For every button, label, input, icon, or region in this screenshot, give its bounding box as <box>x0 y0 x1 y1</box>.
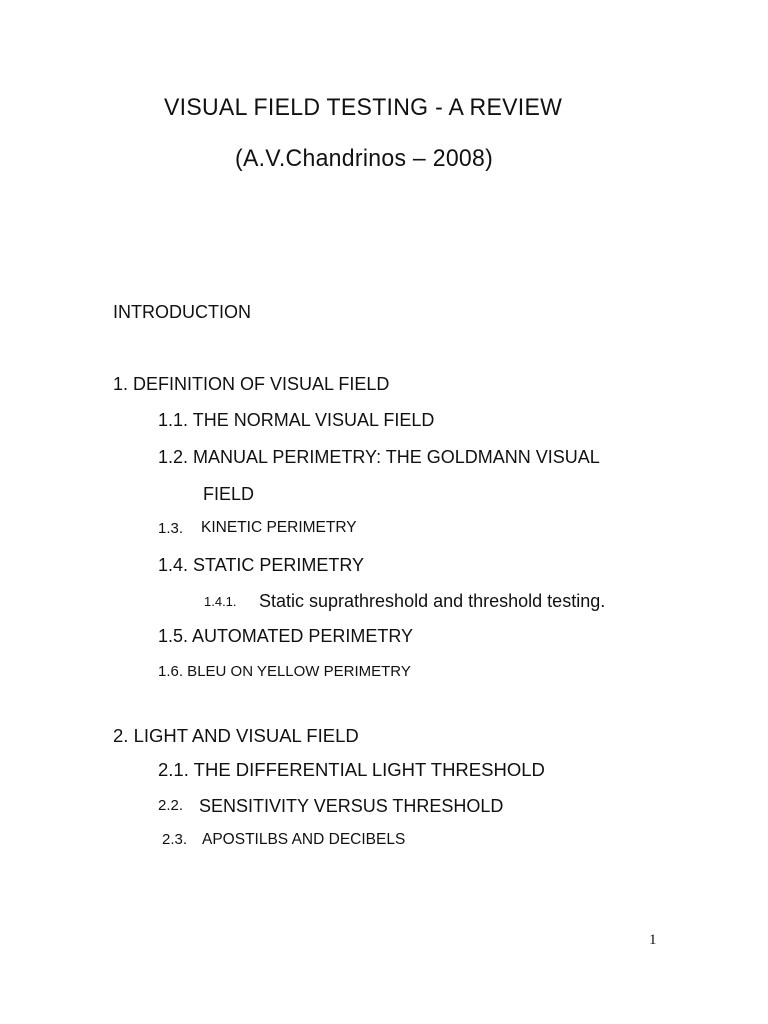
document-subtitle: (A.V.Chandrinos – 2008) <box>235 145 494 172</box>
toc-section-2-3-label: APOSTILBS AND DECIBELS <box>202 831 406 848</box>
toc-section-2-2-number: 2.2. <box>158 797 184 814</box>
toc-section-1: 1. DEFINITION OF VISUAL FIELD <box>113 374 390 394</box>
toc-section-2-3-number: 2.3. <box>162 831 188 848</box>
toc-section-2: 2. LIGHT AND VISUAL FIELD <box>113 725 359 746</box>
toc-section-1-2-continued: FIELD <box>203 484 255 504</box>
toc-section-2-1: 2.1. THE DIFFERENTIAL LIGHT THRESHOLD <box>158 759 545 780</box>
toc-section-1-5: 1.5. AUTOMATED PERIMETRY <box>158 626 414 646</box>
toc-section-1-1: 1.1. THE NORMAL VISUAL FIELD <box>158 410 435 430</box>
toc-section-1-3-label: KINETIC PERIMETRY <box>201 519 357 536</box>
page-number: 1 <box>649 932 657 948</box>
toc-section-1-4-1-label: Static suprathreshold and threshold testing. <box>259 591 606 611</box>
document-title: VISUAL FIELD TESTING - A REVIEW <box>164 94 563 121</box>
toc-introduction: INTRODUCTION <box>113 302 251 322</box>
toc-section-1-6: 1.6. BLEU ON YELLOW PERIMETRY <box>158 663 411 680</box>
toc-section-1-4: 1.4. STATIC PERIMETRY <box>158 555 365 575</box>
toc-section-2-2-label: SENSITIVITY VERSUS THRESHOLD <box>199 796 504 816</box>
toc-section-1-2: 1.2. MANUAL PERIMETRY: THE GOLDMANN VISUAL <box>158 447 600 467</box>
toc-section-1-4-1-number: 1.4.1. <box>204 594 237 609</box>
toc-section-1-3-number: 1.3. <box>158 520 184 537</box>
